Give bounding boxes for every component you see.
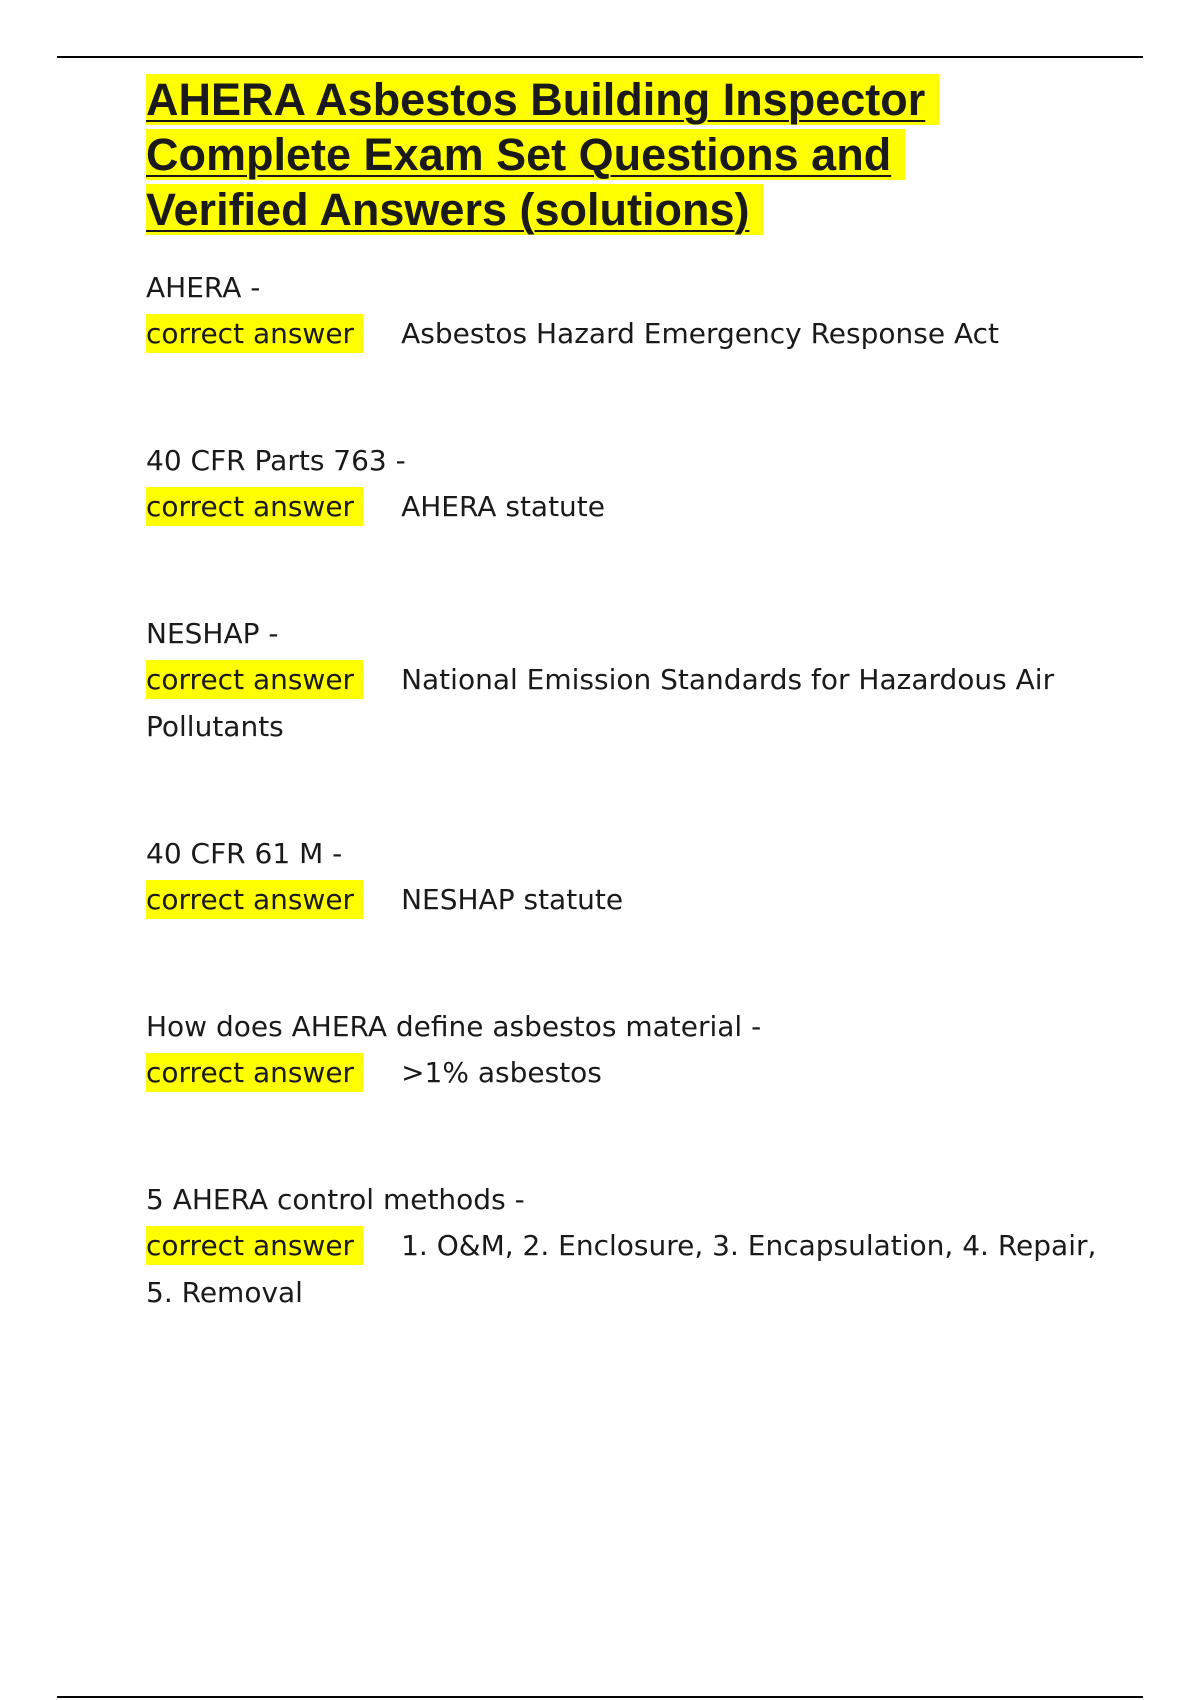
answer-text: National Emission Standards for Hazardous Air Pollutants [146, 663, 1055, 743]
title-line-1: AHERA Asbestos Building Inspector [146, 72, 1106, 127]
answer-text: 1. O&M, 2. Enclosure, 3. Encapsulation, 4. Repair, 5. Removal [146, 1229, 1097, 1309]
document-body [146, 72, 1106, 1316]
question-text: AHERA - [146, 271, 261, 304]
answer-line [146, 656, 1106, 750]
answer-line [146, 876, 1106, 923]
answer-tag: correct answer [146, 660, 363, 699]
qa-list [146, 265, 1106, 1316]
qa-item [146, 611, 1106, 750]
question-text: How does AHERA define asbestos material - [146, 1010, 762, 1043]
answer-line [146, 310, 1106, 357]
answer-text: Asbestos Hazard Emergency Response Act [401, 317, 1000, 350]
answer-text: >1% asbestos [401, 1056, 602, 1089]
qa-item [146, 831, 1106, 923]
question-text: 5 AHERA control methods - [146, 1183, 525, 1216]
answer-tag: correct answer [146, 880, 363, 919]
title-line-3: Verified Answers (solutions) [146, 182, 1106, 237]
answer-line [146, 1049, 1106, 1096]
question-text: NESHAP - [146, 617, 279, 650]
answer-tag: correct answer [146, 1053, 363, 1092]
answer-line [146, 483, 1106, 530]
answer-text: AHERA statute [401, 490, 606, 523]
document-title [146, 72, 1106, 237]
question-text: 40 CFR 61 M - [146, 837, 343, 870]
qa-item [146, 1177, 1106, 1316]
title-line-2: Complete Exam Set Questions and [146, 127, 1106, 182]
qa-item [146, 265, 1106, 357]
qa-item [146, 438, 1106, 530]
answer-tag: correct answer [146, 1226, 363, 1265]
answer-text: NESHAP statute [401, 883, 624, 916]
answer-tag: correct answer [146, 314, 363, 353]
answer-line [146, 1222, 1106, 1316]
bottom-rule [57, 1696, 1143, 1698]
answer-tag: correct answer [146, 487, 363, 526]
qa-item [146, 1004, 1106, 1096]
top-rule [57, 56, 1143, 58]
question-text: 40 CFR Parts 763 - [146, 444, 406, 477]
